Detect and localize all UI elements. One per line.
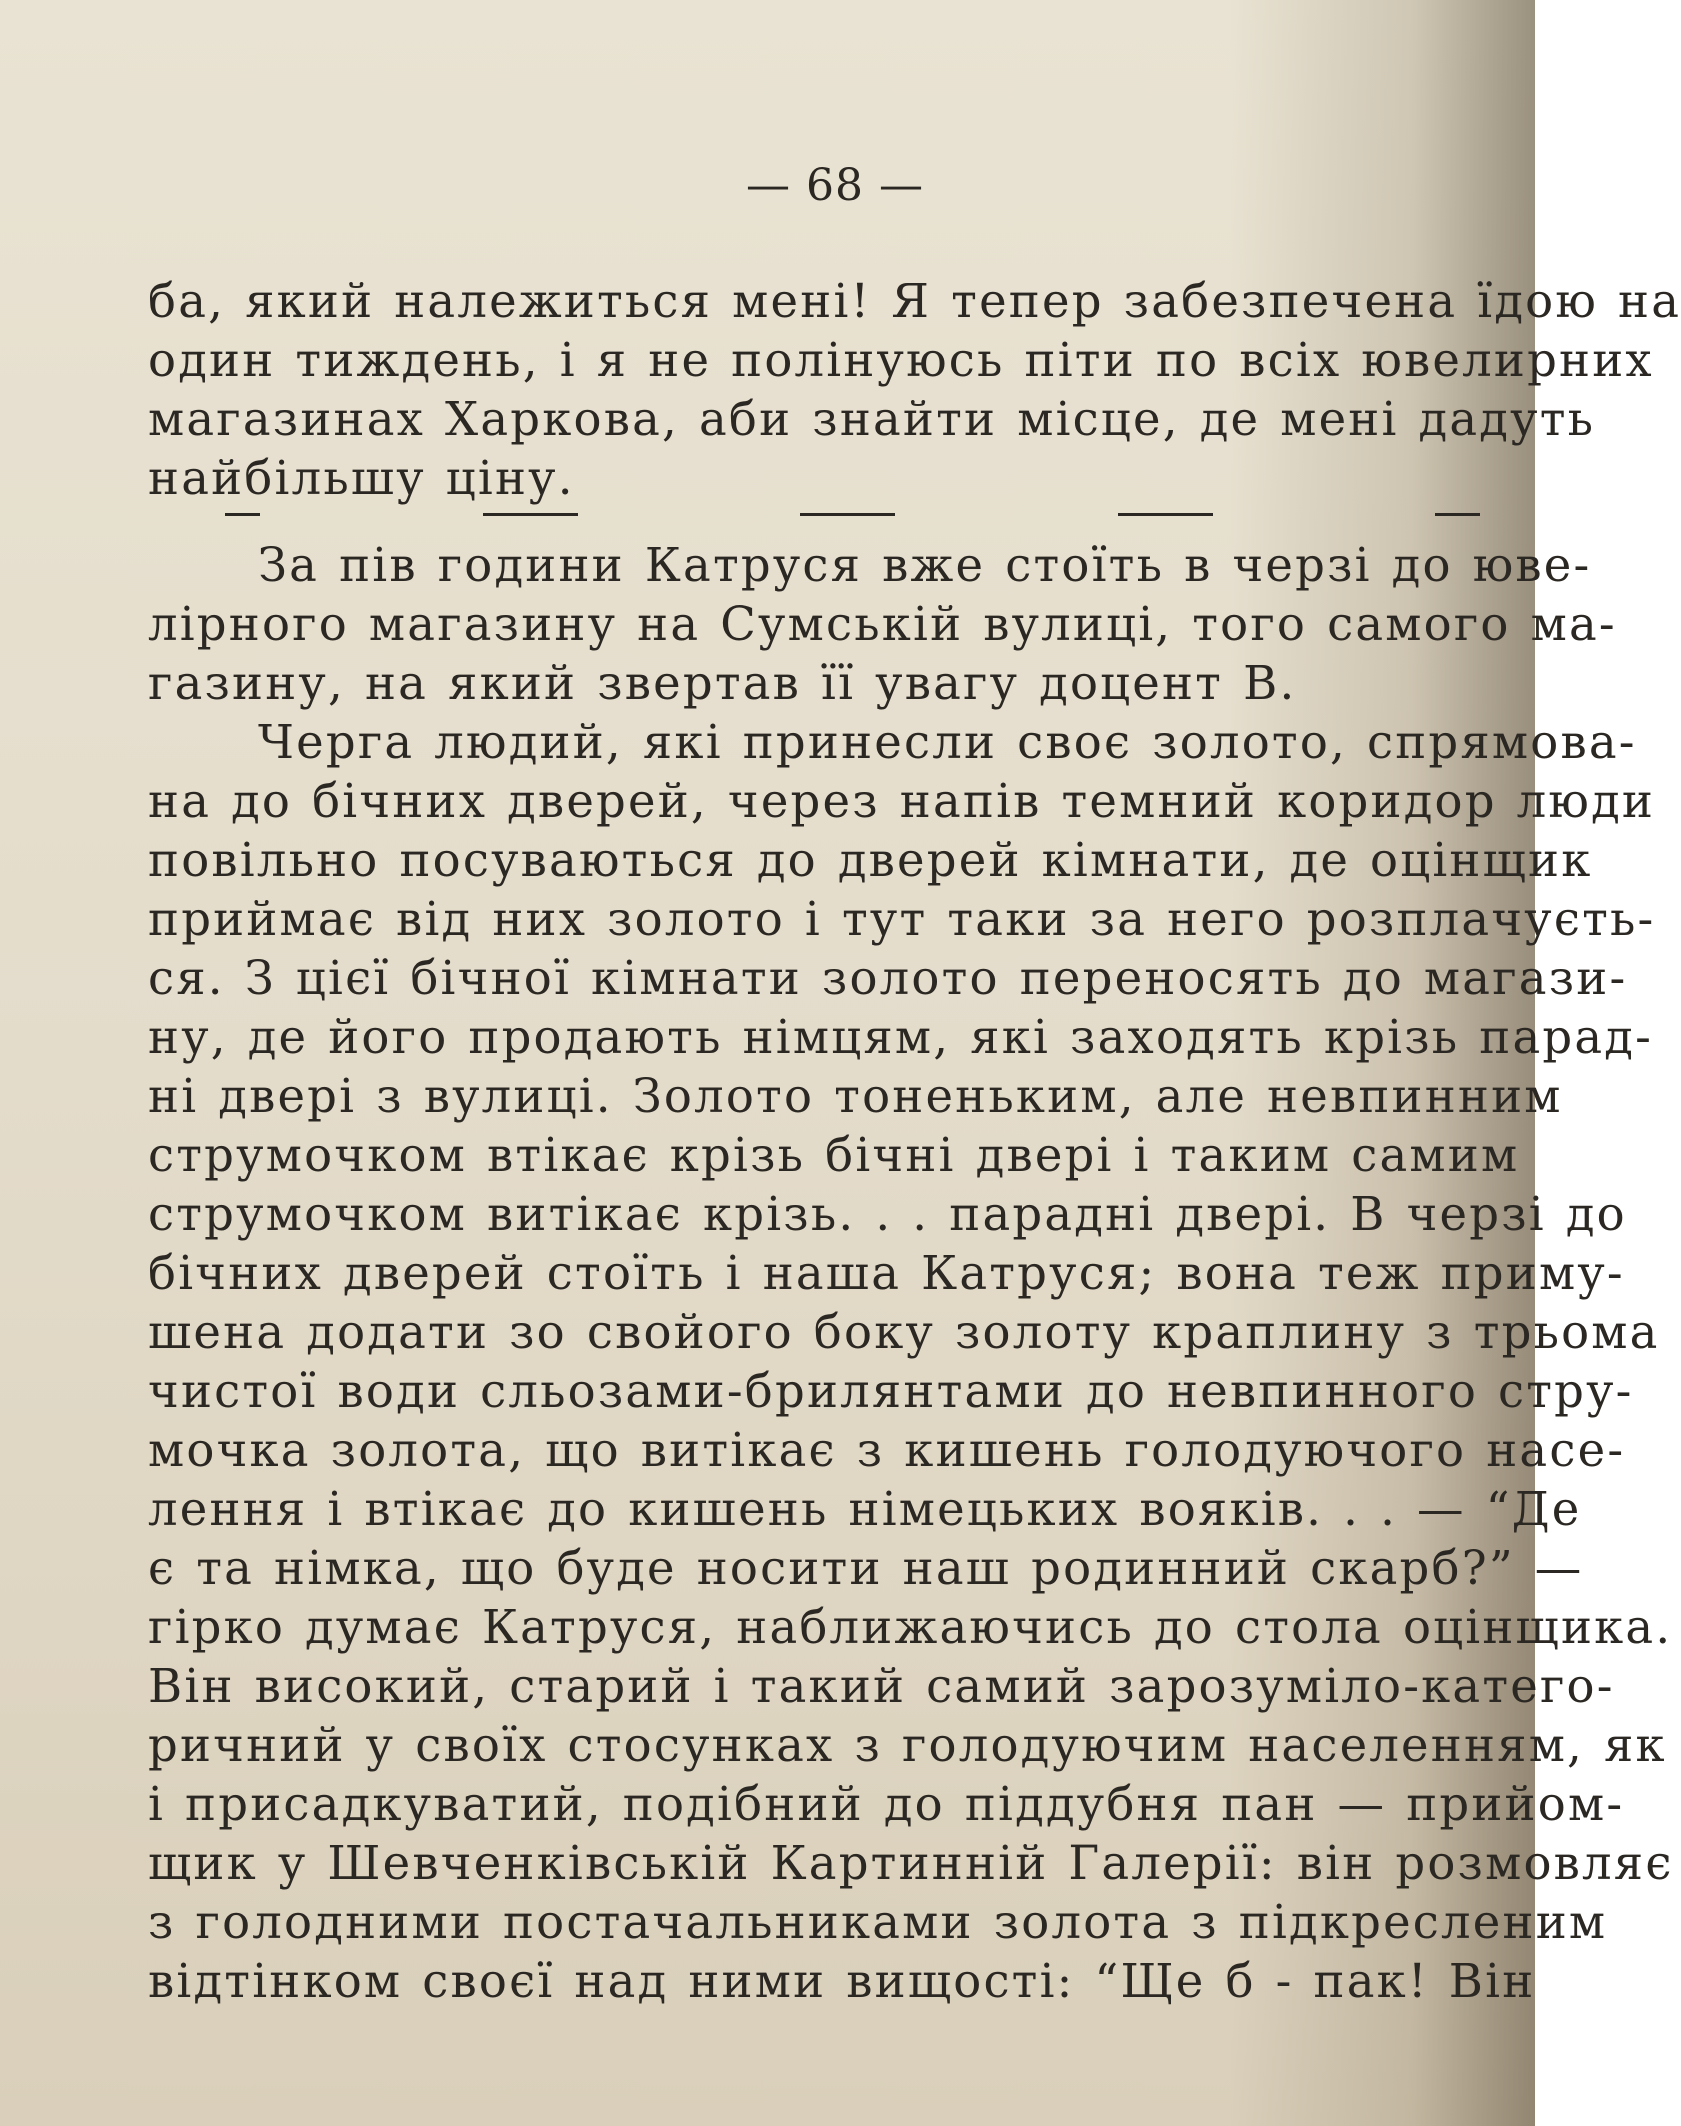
text-line: на до бічних дверей, через напів темний коридор люди	[148, 774, 1656, 828]
text-line: чистої води сльозами-брилянтами до невпинного стру-	[148, 1364, 1634, 1418]
text-line: ся. З цієї бічної кімнати золото переносять до магази-	[148, 951, 1628, 1005]
text-line: ні двері з вулиці. Золото тоненьким, але невпинним	[148, 1069, 1563, 1123]
section-separator	[225, 513, 1480, 517]
text-line: За пів години Катруся вже стоїть в черзі до юве-	[258, 538, 1592, 592]
page-number: — 68 —	[746, 160, 924, 211]
text-line: і присадкуватий, подібний до піддубня пан — прийом-	[148, 1777, 1625, 1831]
text-line: є та німка, що буде носити наш родинний скарб?” —	[148, 1541, 1584, 1595]
separator-dash	[225, 513, 260, 516]
text-line: газину, на який звертав її увагу доцент В.	[148, 656, 1297, 710]
separator-dash	[483, 513, 578, 516]
text-line: ну, де його продають німцям, які заходять крізь парад-	[148, 1010, 1654, 1064]
text-line: відтінком своєї над ними вищості: “Ще б - пак! Він	[148, 1954, 1536, 2008]
text-line: ричний у своїх стосунках з голодуючим населенням, як	[148, 1718, 1667, 1772]
paragraph-queue-arrival	[148, 536, 1617, 713]
text-line: щик у Шевченківській Картинній Галерії: він розмовляє	[148, 1836, 1674, 1890]
text-line: з голодними постачальниками золота з підкресленим	[148, 1895, 1608, 1949]
text-line: мочка золота, що витікає з кишень голодуючого насе-	[148, 1423, 1626, 1477]
text-line: ба, який належиться мені! Я тепер забезпечена їдою на	[148, 274, 1681, 328]
text-line: приймає від них золото і тут таки за него розплачуєть-	[148, 892, 1656, 946]
paragraph-gold-queue	[148, 713, 1674, 2011]
text-line: струмочком витікає крізь. . . парадні двері. В черзі до	[148, 1187, 1627, 1241]
separator-dash	[1118, 513, 1213, 516]
text-line: лення і втікає до кишень німецьких вояків. . . — “Де	[148, 1482, 1582, 1536]
text-line: один тиждень, і я не полінуюсь піти по всіх ювелирних	[148, 333, 1654, 387]
text-line: Черга людий, які принесли своє золото, спрямова-	[258, 715, 1637, 769]
text-line: гірко думає Катруся, наближаючись до стола оцінщика.	[148, 1600, 1673, 1654]
text-line: лірного магазину на Сумській вулиці, того самого ма-	[148, 597, 1617, 651]
text-line: струмочком втікає крізь бічні двері і таким самим	[148, 1128, 1520, 1182]
text-line: магазинах Харкова, аби знайти місце, де мені дадуть	[148, 392, 1596, 446]
text-line: шена додати зо свойого боку золоту краплину з трьома	[148, 1305, 1660, 1359]
text-line: Він високий, старий і такий самий зарозуміло-катего-	[148, 1659, 1615, 1713]
separator-dash	[800, 513, 895, 516]
text-line: повільно посуваються до дверей кімнати, де оцінщик	[148, 833, 1593, 887]
paragraph-continuation	[148, 272, 1681, 508]
separator-dash	[1435, 513, 1480, 516]
text-line: бічних дверей стоїть і наша Катруся; вона теж приму-	[148, 1246, 1625, 1300]
text-line: найбільшу ціну.	[148, 451, 575, 505]
